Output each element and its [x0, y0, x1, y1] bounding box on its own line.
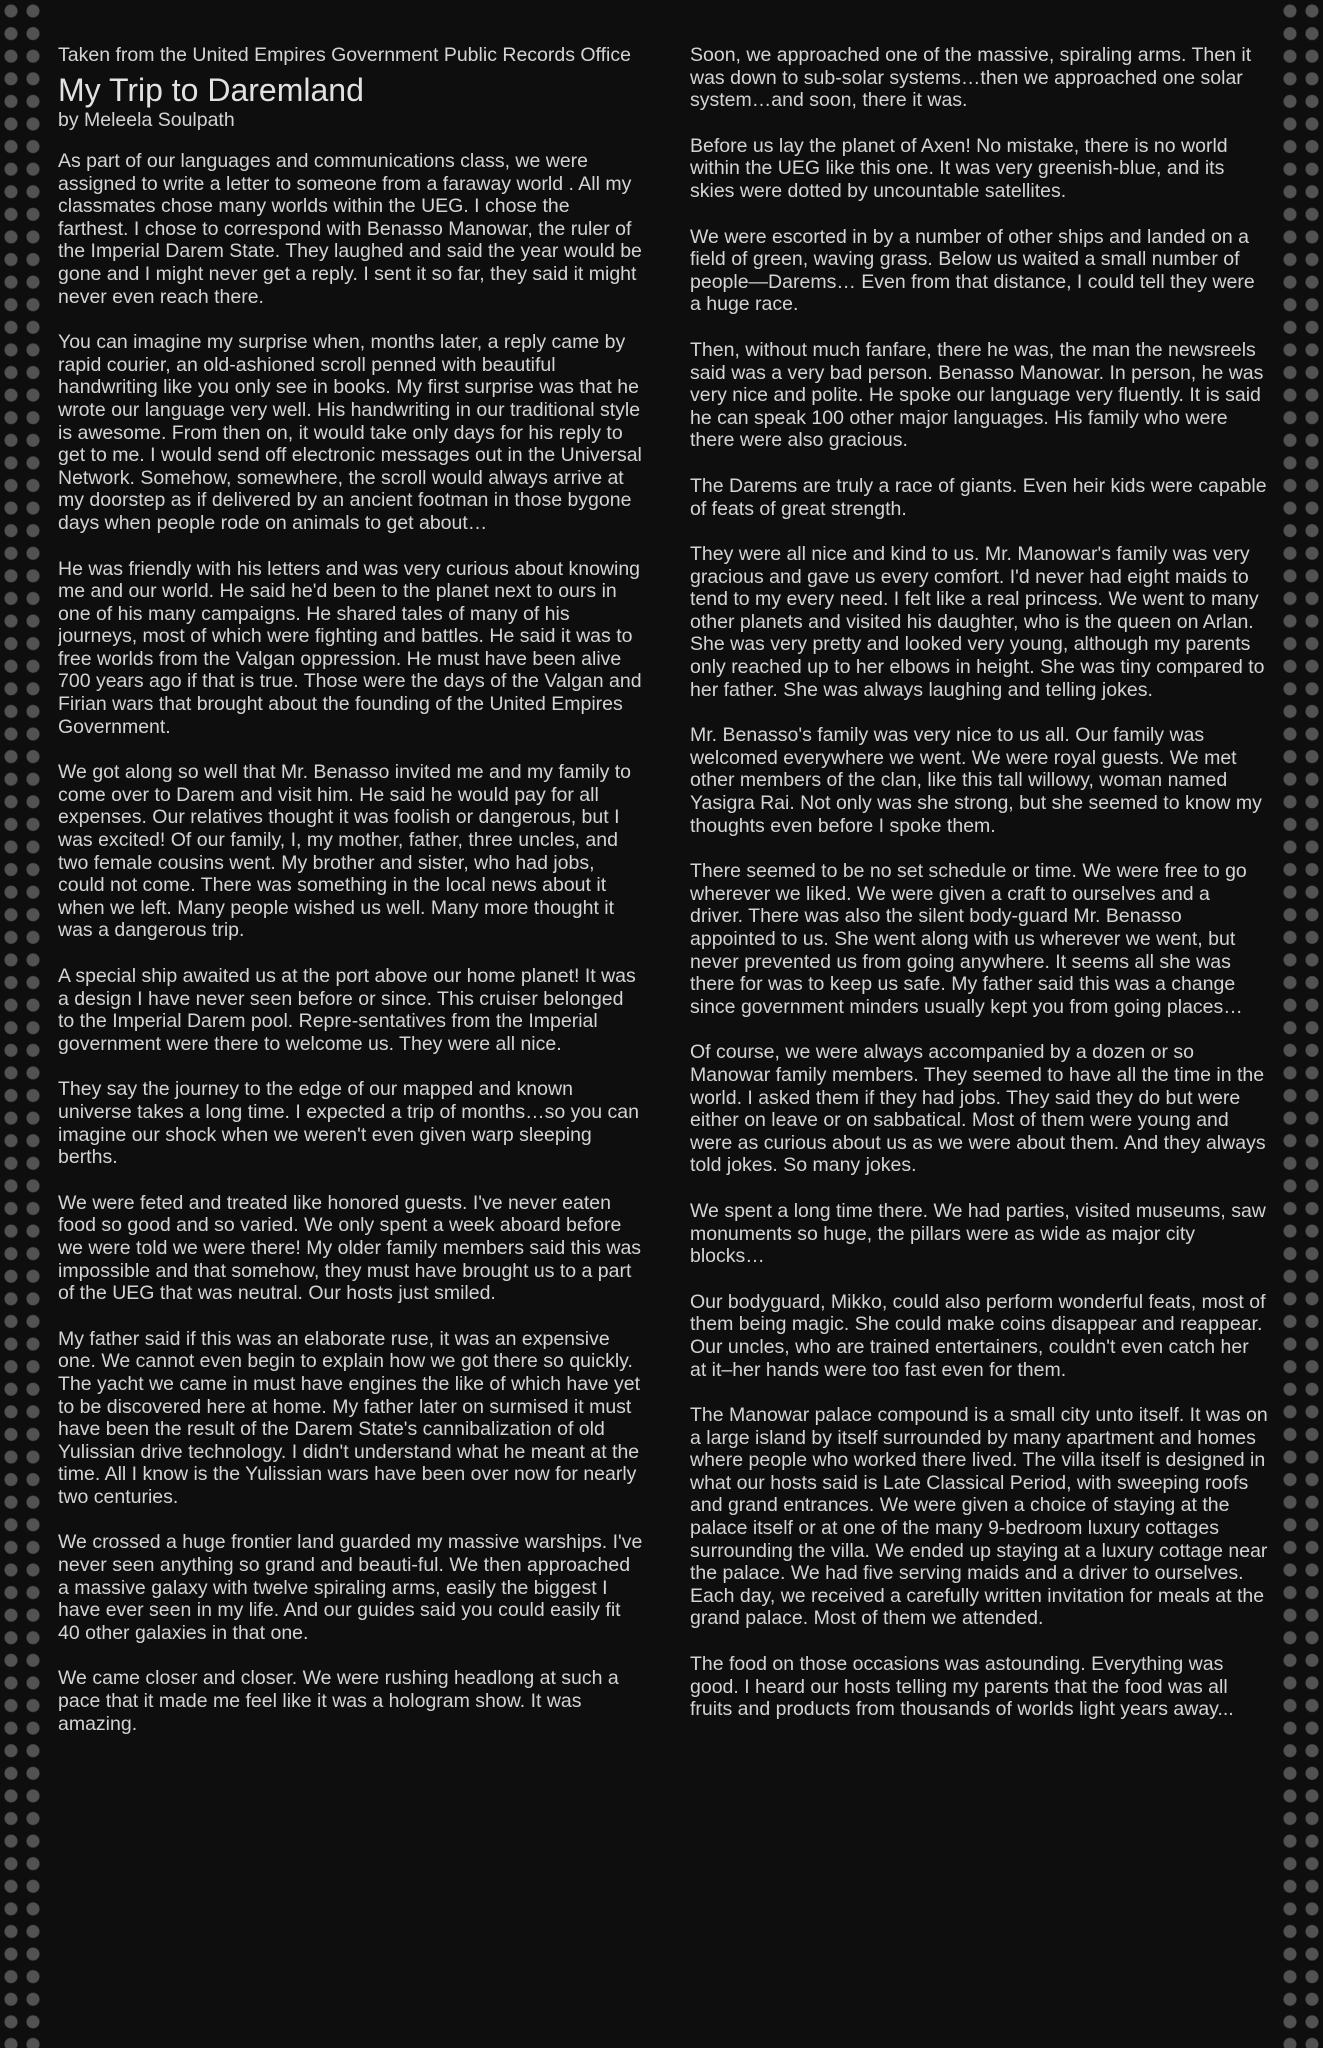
- paragraph: The Manowar palace compound is a small city unto itself. It was on a large island by itself surrounded by many apartment and homes where people who worked there lived. The villa itself is designed in what our hosts said is Late Classical Period, with sweeping roofs and grand entrances. We were given a choice of staying at the palace itself or at one of the many 9-bedroom luxury cottages surrounding the villa. We ended up staying at a luxury cottage near the palace. We had five serving maids and a driver to ourselves. Each day, we received a carefully written invitation for meals at the grand palace. Most of them we attended.: [690, 1404, 1268, 1630]
- paragraph: They were all nice and kind to us. Mr. Manowar's family was very gracious and gave us every comfort. I'd never had eight maids to tend to my every need. I felt like a real princess. We went to many other planets and visited his daughter, who is the queen on Arlan. She was very pretty and looked very young, although my parents only reached up to her elbows in height. She was tiny compared to her father. She was always laughing and telling jokes.: [690, 543, 1265, 701]
- paragraph: He was friendly with his letters and was very curious about knowing me and our world. He said he'd been to the planet next to ours in one of his many campaigns. He shared tales of many of his journeys, most of which were fighting and battles. He said it was to free worlds from the Valgan oppression. He must have been alive 700 years ago if that is true. Those were the days of the Valgan and Firian wars that brought about the founding of the United Empires Government.: [58, 557, 642, 738]
- document-page: [58, 44, 1268, 2004]
- left-dot-border: [0, 0, 44, 2048]
- left-column: [58, 44, 643, 2004]
- paragraph: The food on those occasions was astounding. Everything was good. I heard our hosts telling my parents that the food was all fruits and products from thousands of worlds light years away...: [690, 1653, 1234, 1721]
- paragraph: We were escorted in by a number of other ships and landed on a field of green, waving grass. Below us waited a small number of people—Darems… Even from that distance, I could tell they were a huge race.: [690, 225, 1255, 316]
- source-line: Taken from the United Empires Government Public Records Office: [58, 44, 631, 66]
- paragraph: They say the journey to the edge of our mapped and known universe takes a long time. I expected a trip of months…so you can imagine our shock when we weren't even given warp sleeping berths.: [58, 1078, 639, 1169]
- paragraph: You can imagine my surprise when, months later, a reply came by rapid courier, an old-ashioned scroll penned with beautiful handwriting like you only see in books. My first surprise was that he wrote our language very well. His handwriting in our traditional style is awesome. From then on, it would take only days for his reply to get to me. I would send off electronic messages out in the Universal Network. Somehow, somewhere, the scroll would always arrive at my doorstep as if delivered by an ancient footman in those bygone days when people rode on animals to get about…: [58, 331, 642, 534]
- paragraph: Of course, we were always accompanied by a dozen or so Manowar family members. They seemed to have all the time in the world. I asked them if they had jobs. They said they do but were either on leave or on sabbatical. Most of them were young and were as curious about us as we were about them. And they always told jokes. So many jokes.: [690, 1041, 1266, 1177]
- paragraph: My father said if this was an elaborate ruse, it was an expensive one. We cannot even begin to explain how we got there so quickly. The yacht we came in must have engines the like of which have yet to be discovered here at home. My father later on surmised it must have been the result of the Darem State's cannibalization of old Yulissian drive technology. I didn't understand what he meant at the time. All I know is the Yulissian wars have been over now for nearly two centuries.: [58, 1327, 641, 1508]
- paragraph: We were feted and treated like honored guests. I've never eaten food so good and so varied. We only spent a week aboard before we were told we were there! My older family members said this was impossible and that somehow, they must have brought us to a part of the UEG that was neutral. Our hosts just smiled.: [58, 1191, 642, 1305]
- paragraph: Then, without much fanfare, there he was, the man the newsreels said was a very bad person. Benasso Manowar. In person, he was very nice and polite. He spoke our language very fluently. It is said he can speak 100 other major languages. His family who were there were also gracious.: [690, 338, 1264, 452]
- paragraph: We spent a long time there. We had parties, visited museums, saw monuments so huge, the pillars were as wide as major city blocks…: [690, 1199, 1266, 1268]
- paragraph: Our bodyguard, Mikko, could also perform wonderful feats, most of them being magic. She could make coins disappear and reappear. Our uncles, who are trained entertainers, couldn't even catch her at it–her hands were too fast even for them.: [690, 1290, 1266, 1381]
- paragraph: As part of our languages and communications class, we were assigned to write a letter to someone from a faraway world . All my classmates chose many worlds within the UEG. I chose the farthest. I chose to correspond with Benasso Manowar, the ruler of the Imperial Darem State. They laughed and said the year would be gone and I might never get a reply. I sent it so far, they said it might never even reach there.: [58, 150, 642, 308]
- paragraph: Mr. Benasso's family was very nice to us all. Our family was welcomed everywhere we went. We were royal guests. We met other members of the clan, like this tall willowy, woman named Yasigra Rai. Not only was she strong, but she seemed to know my thoughts even before I spoke them.: [690, 724, 1262, 837]
- right-dot-border: [1279, 0, 1323, 2048]
- paragraph: We got along so well that Mr. Benasso invited me and my family to come over to Darem and visit him. He said he would pay for all expenses. Our relatives thought it was foolish or dangerous, but I was excited! Of our family, I, my mother, father, three uncles, and two female cousins went. My brother and sister, who had jobs, could not come. There was something in the local news about it when we left. Many people wished us well. Many more thought it was a dangerous trip.: [58, 761, 631, 942]
- document-title: My Trip to Daremland: [58, 72, 364, 108]
- paragraph: Before us lay the planet of Axen! No mistake, there is no world within the UEG like this one. It was very greenish-blue, and its skies were dotted by uncountable satellites.: [690, 134, 1228, 202]
- paragraph: Soon, we approached one of the massive, spiraling arms. Then it was down to sub-solar systems…then we approached one solar system…and soon, there it was.: [690, 44, 1252, 112]
- paragraph: The Darems are truly a race of giants. Even heir kids were capable of feats of great strength.: [690, 474, 1267, 520]
- paragraph: We came closer and closer. We were rushing headlong at such a pace that it made me feel like it was a hologram show. It was amazing.: [58, 1667, 619, 1735]
- byline: by Meleela Soulpath: [58, 109, 235, 131]
- paragraph: A special ship awaited us at the port above our home planet! It was a design I have never seen before or since. This cruiser belonged to the Imperial Darem pool. Repre-sentatives from the Imperial government were there to welcome us. They were all nice.: [58, 965, 636, 1055]
- paragraph: We crossed a huge frontier land guarded my massive warships. I've never seen anything so grand and beauti-ful. We then approached a massive galaxy with twelve spiraling arms, easily the biggest I have ever seen in my life. And our guides said you could easily fit 40 other galaxies in that one.: [58, 1531, 643, 1644]
- right-column: [690, 44, 1268, 2004]
- paragraph: There seemed to be no set schedule or time. We were free to go wherever we liked. We were given a craft to ourselves and a driver. There was also the silent body-guard Mr. Benasso appointed to us. She went along with us wherever we went, but never prevented us from going anywhere. It seems all she was there for was to keep us safe. My father said this was a change since government minders usually kept you from going places…: [690, 860, 1247, 1018]
